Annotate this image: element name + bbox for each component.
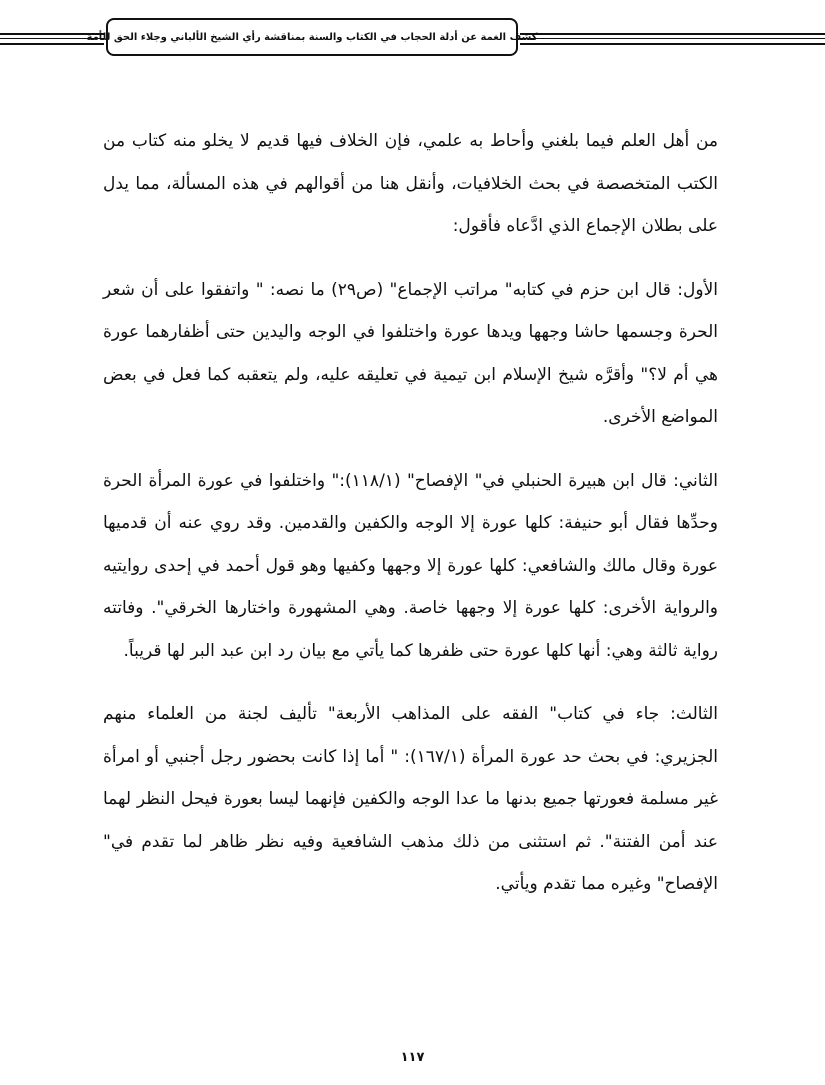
- book-title: كشف الغمة عن أدلة الحجاب في الكتاب والسنة بمناقشة رأي الشيخ الألباني وجلاء الحق للأمة: [86, 31, 538, 43]
- page-number: ١١٧: [400, 1050, 425, 1065]
- paragraph-first: الأول: قال ابن حزم في كتابه" مراتب الإجماع" (ص٢٩) ما نصه: " واتفقوا على أن شعر الحرة وجسمها حاشا وجهها ويدها عورة واختلفوا في الوجه واليدين حتى أظفارهما عورة هي أم لا؟" وأقرَّه شيخ الإسلام ابن تيمية في تعليقه عليه، ولم يتعقبه كما فعل في بعض المواضع الأخرى.: [103, 279, 718, 427]
- running-header: [86, 18, 538, 56]
- paragraph-third: الثالث: جاء في كتاب" الفقه على المذاهب الأربعة" تأليف لجنة من العلماء منهم الجزيري: في بحث حد عورة المرأة (١٦٧/١): " أما إذا كانت بحضور رجل أجنبي أو امرأة غير مسلمة فعورتها جميع بدنها ما عدا الوجه والكفين فإنهما ليسا بعورة فيحل النظر لهما عند أمن الفتنة". ثم استثنى من ذلك مذهب الشافعية وفيه نظر ظاهر لما تقدم في" الإفصاح" وغيره مما تقدم ويأتي.: [103, 704, 718, 894]
- page-body: [103, 120, 718, 927]
- paragraph-intro: من أهل العلم فيما بلغني وأحاط به علمي، فإن الخلاف فيها قديم لا يخلو منه كتاب من الكتب المتخصصة في بحث الخلافيات، وأنقل هنا من أقوالهم في هذه المسألة، مما يدل على بطلان الإجماع الذي ادَّعاه فأقول:: [103, 131, 718, 236]
- header-rule-right: [520, 33, 825, 45]
- paragraph-second: الثاني: قال ابن هبيرة الحنبلي في" الإفصاح" (١١٨/١):" واختلفوا في عورة المرأة الحرة وحدِّها فقال أبو حنيفة: كلها عورة إلا الوجه والكفين والقدمين. وقد روي عنه أن قدميها عورة وقال مالك والشافعي: كلها عورة إلا وجهها وكفيها وهو قول أحمد في إحدى روايتيه والرواية الأخرى: كلها عورة إلا وجهها خاصة. وهي المشهورة واختارها الخرقي". وفاتته رواية ثالثة وهي: أنها كلها عورة حتى ظفرها كما يأتي مع بيان رد ابن عبد البر لها قريباً.: [103, 470, 718, 661]
